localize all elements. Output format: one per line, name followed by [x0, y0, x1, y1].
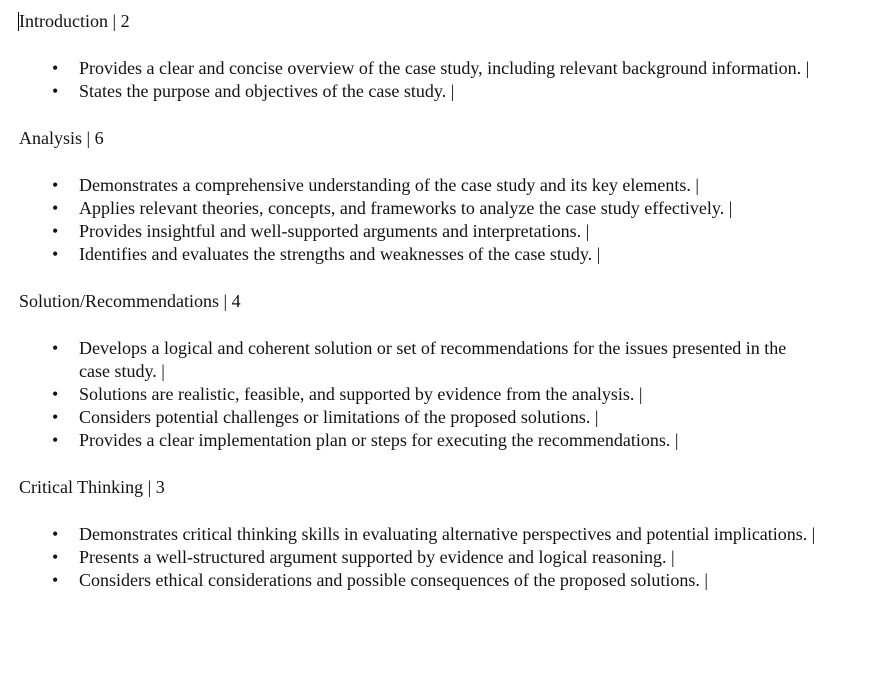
list-item-text: Applies relevant theories, concepts, and frameworks to analyze the case study effectively. | — [79, 198, 733, 218]
bullet-icon: • — [52, 338, 59, 358]
bullet-icon: • — [52, 81, 59, 101]
section-heading-text: Introduction | 2 — [19, 11, 130, 31]
list-item — [19, 337, 819, 383]
list-item-text: States the purpose and objectives of the case study. | — [79, 81, 455, 101]
list-item-text: Considers potential challenges or limitations of the proposed solutions. | — [79, 407, 599, 427]
list-item — [19, 174, 819, 197]
list-item-text: Develops a logical and coherent solution or set of recommendations for the issues presented in the case study. | — [79, 338, 787, 381]
section-critical-thinking — [19, 476, 819, 592]
section-heading-text: Solution/Recommendations | 4 — [19, 291, 241, 311]
list-item — [19, 197, 819, 220]
list-item-text: Solutions are realistic, feasible, and supported by evidence from the analysis. | — [79, 384, 643, 404]
section-heading — [19, 290, 819, 313]
list-item — [19, 523, 819, 546]
bullet-icon: • — [52, 384, 59, 404]
section-introduction — [19, 10, 819, 103]
section-heading-text: Critical Thinking | 3 — [19, 477, 165, 497]
section-analysis — [19, 127, 819, 266]
list-item-text: Considers ethical considerations and possible consequences of the proposed solutions. | — [79, 570, 708, 590]
list-item — [19, 546, 819, 569]
section-solution-recommendations — [19, 290, 819, 452]
list-item — [19, 569, 819, 592]
bullet-icon: • — [52, 407, 59, 427]
text-cursor — [18, 12, 19, 31]
bullet-icon: • — [52, 221, 59, 241]
list-item-text: Demonstrates critical thinking skills in evaluating alternative perspectives and potential implications. | — [79, 524, 816, 544]
list-item-text: Provides insightful and well-supported arguments and interpretations. | — [79, 221, 590, 241]
section-heading — [19, 10, 819, 33]
bullet-list — [19, 174, 819, 266]
document-body[interactable] — [19, 10, 819, 592]
bullet-icon: • — [52, 430, 59, 450]
bullet-list — [19, 523, 819, 592]
bullet-icon: • — [52, 198, 59, 218]
section-heading-text: Analysis | 6 — [19, 128, 104, 148]
bullet-list — [19, 337, 819, 452]
list-item — [19, 383, 819, 406]
list-item — [19, 220, 819, 243]
section-heading — [19, 127, 819, 150]
list-item-text: Provides a clear and concise overview of the case study, including relevant background information. | — [79, 58, 810, 78]
section-heading — [19, 476, 819, 499]
list-item — [19, 243, 819, 266]
list-item-text: Demonstrates a comprehensive understanding of the case study and its key elements. | — [79, 175, 699, 195]
bullet-icon: • — [52, 524, 59, 544]
list-item-text: Provides a clear implementation plan or steps for executing the recommendations. | — [79, 430, 679, 450]
bullet-icon: • — [52, 58, 59, 78]
bullet-icon: • — [52, 547, 59, 567]
list-item — [19, 429, 819, 452]
list-item — [19, 406, 819, 429]
bullet-icon: • — [52, 244, 59, 264]
bullet-list — [19, 57, 819, 103]
list-item — [19, 80, 819, 103]
list-item — [19, 57, 819, 80]
list-item-text: Identifies and evaluates the strengths and weaknesses of the case study. | — [79, 244, 601, 264]
bullet-icon: • — [52, 175, 59, 195]
bullet-icon: • — [52, 570, 59, 590]
list-item-text: Presents a well-structured argument supported by evidence and logical reasoning. | — [79, 547, 675, 567]
